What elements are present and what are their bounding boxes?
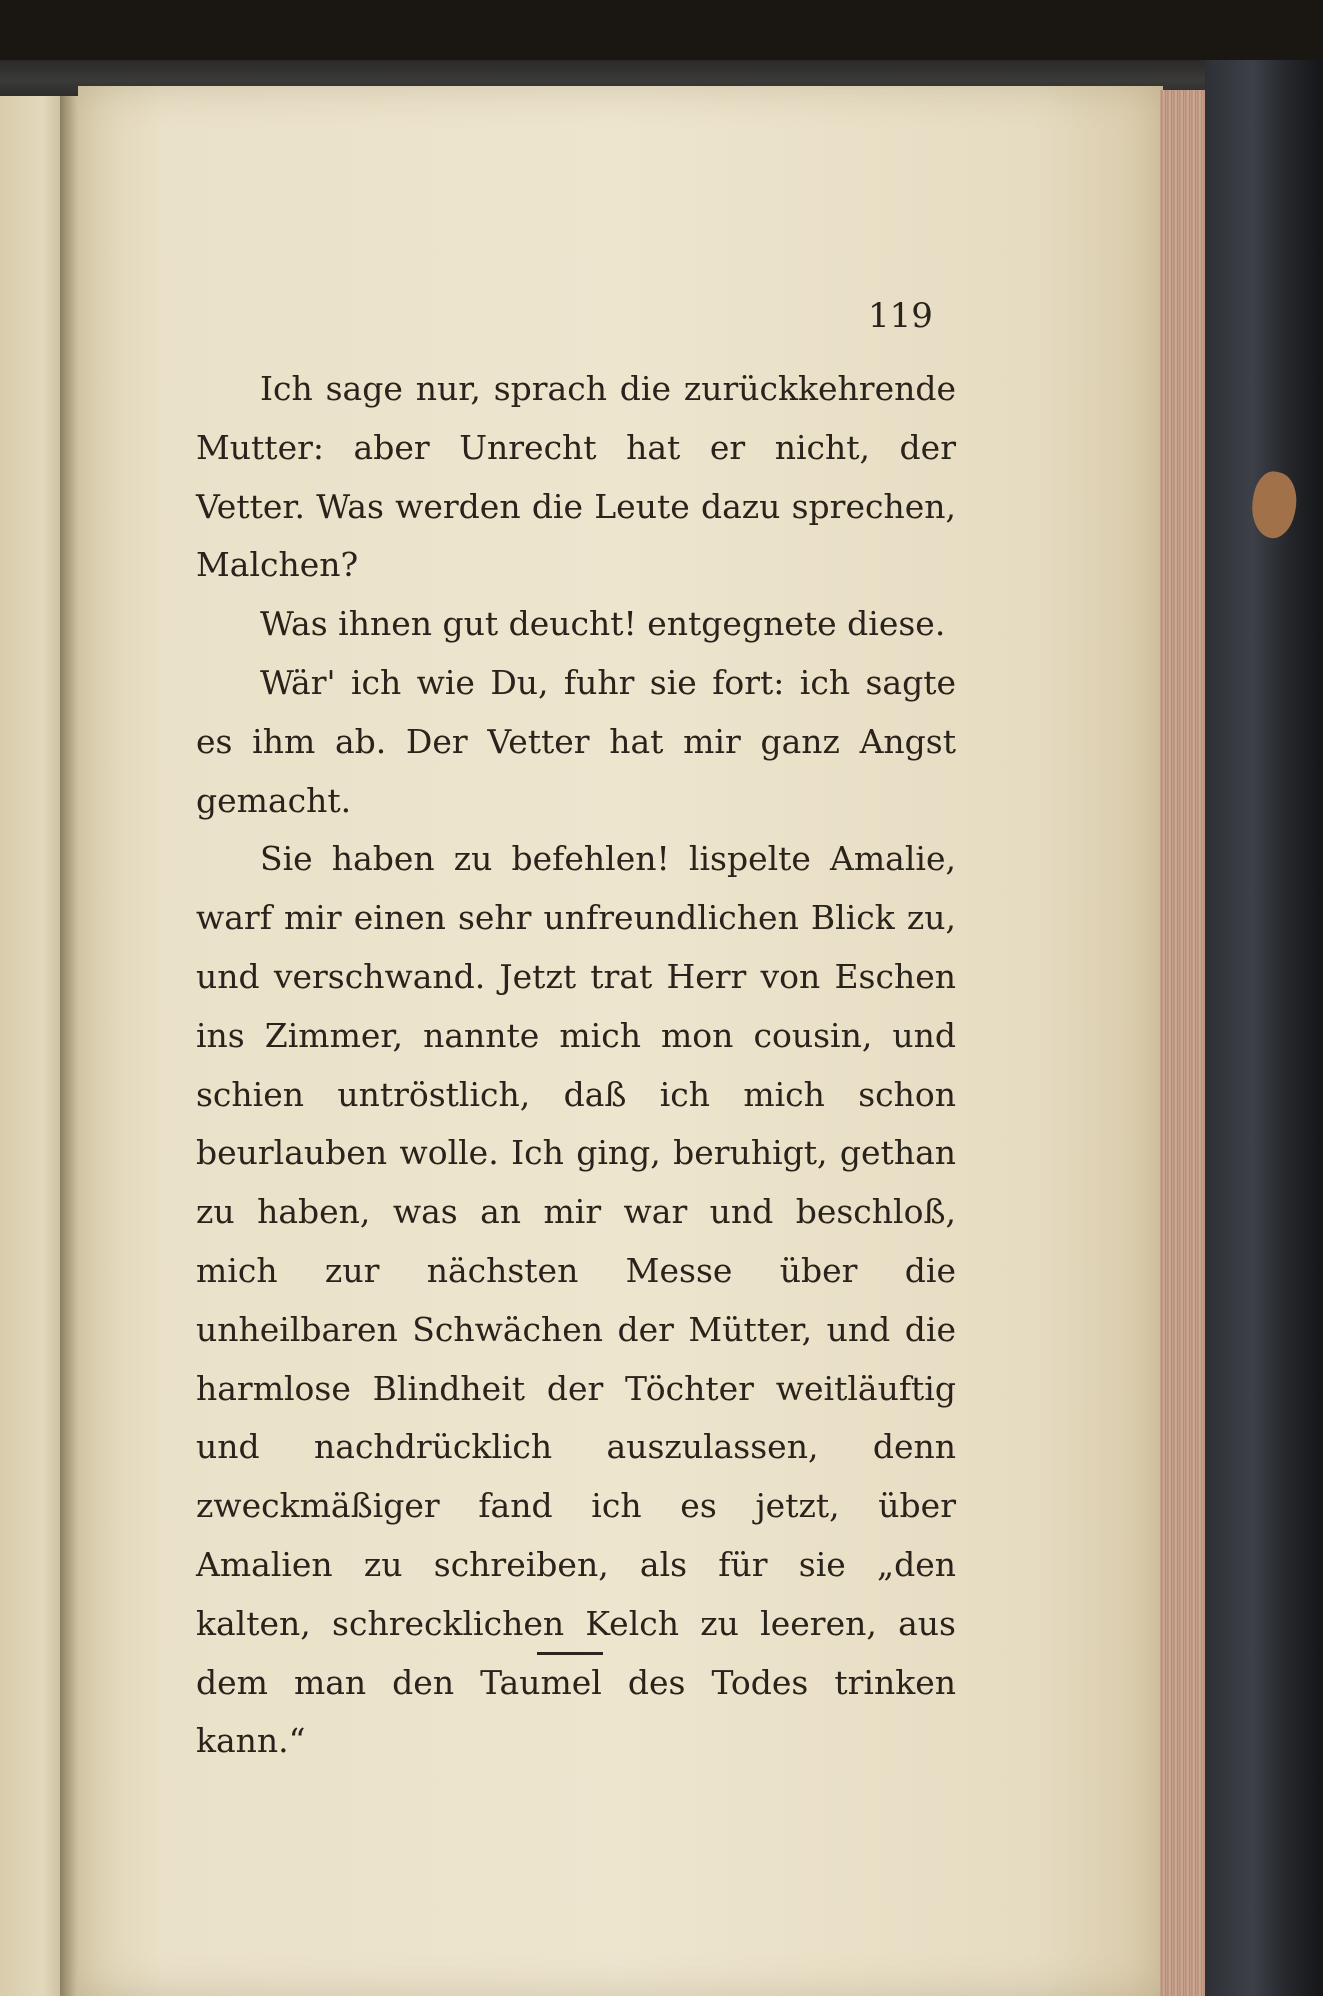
paragraph-4: Sie haben zu befehlen! lispelte Amalie, warf mir einen sehr unfreundlichen Blick zu, und verschwand. Jetzt trat Herr von Eschen ins Zimmer, nannte mich mon cousin, und schien untröstlich, daß ich mich schon beurlauben wolle. Ich ging, beruhigt, gethan zu haben, was an mir war und beschloß, mich zur nächsten Messe über die unheilbaren Schwächen der Mütter, und die harmlose Blindheit der Töchter weitläuftig und nachdrücklich auszulassen, denn zweckmäßiger fand ich es jetzt, über Amalien zu schreiben, als für sie „den kalten, schrecklichen Kelch zu leeren, aus dem man den Taumel des Todes trinken kann.“: [196, 839, 956, 1761]
paragraph-2: Was ihnen gut deucht! entgegnete diese.: [260, 604, 946, 644]
book-cover-right: [1205, 60, 1323, 1996]
body-text: [196, 360, 956, 1771]
page-number: 119: [868, 296, 933, 336]
paragraph-1: Ich sage nur, sprach die zurückkehrende Mutter: aber Unrecht hat er nicht, der Vetter. Was werden die Leute dazu sprechen, Malchen?: [196, 369, 956, 585]
end-rule: [537, 1652, 603, 1655]
paragraph-3: Wär' ich wie Du, fuhr sie fort: ich sagte es ihm ab. Der Vetter hat mir ganz Angst gemacht.: [196, 662, 956, 820]
page-edges: [1160, 90, 1208, 1996]
